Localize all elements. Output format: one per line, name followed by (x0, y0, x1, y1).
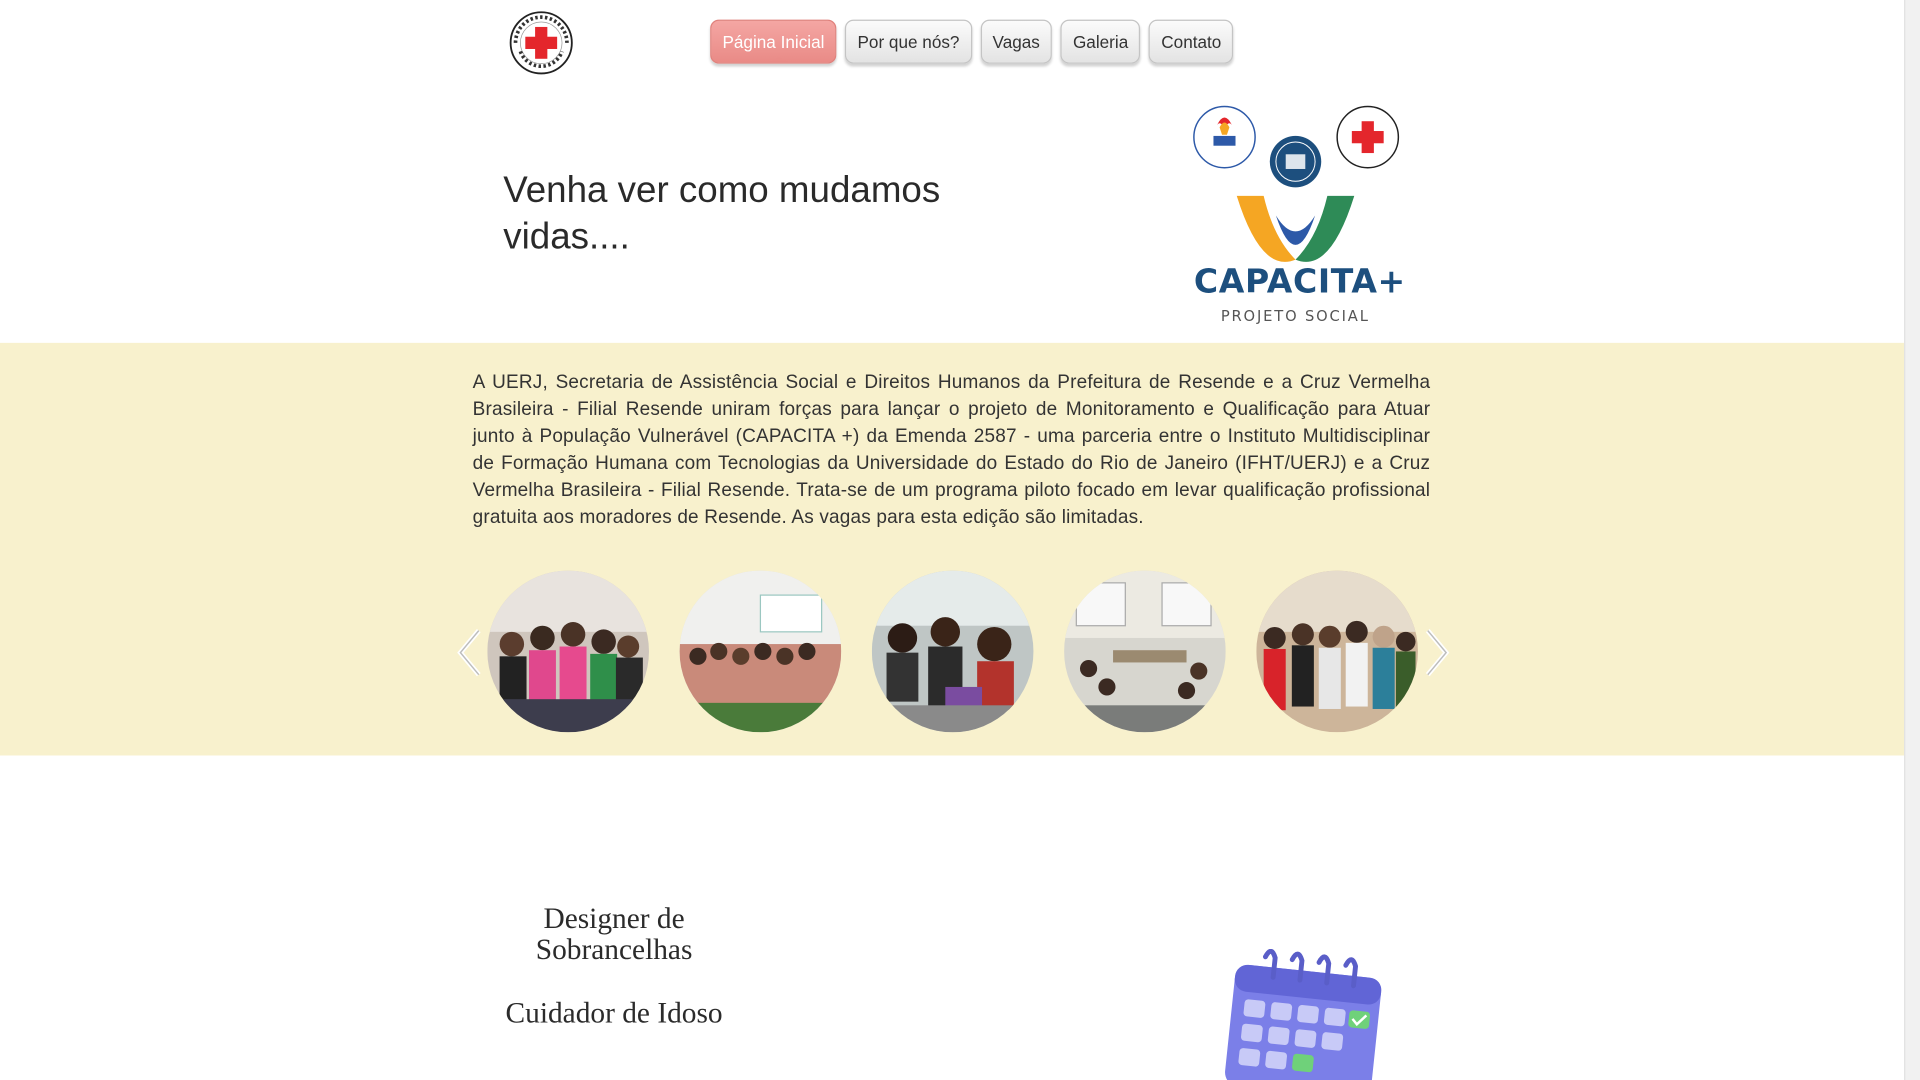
nav-vagas[interactable]: Vagas (980, 20, 1052, 64)
gallery-photo[interactable] (487, 571, 649, 733)
gallery-photo[interactable] (680, 571, 842, 733)
nav-galeria[interactable]: Galeria (1061, 20, 1141, 64)
resende-badge-icon (1270, 136, 1321, 187)
about-text: A UERJ, Secretaria de Assistência Social e Direitos Humanos da Prefeitura de Resende e a Cruz Vermelha Brasileira - Filial Resende uniram forças para lançar o projeto de Monitoramento e Qualificação para Atuar junto à População Vulnerável (CAPACITA +) da Emenda 2587 - uma parceria entre o Instituto Multidisciplinar de Formação Humana com Tecnologias da Universidade do Estado do Rio de Janeiro (IFHT/UERJ) e a Cruz Vermelha Brasileira - Filial Resende. Trata-se de um programa piloto focado em levar qualificação profissional gratuita aos moradores de Resende. As vagas para esta edição são limitadas. (472, 372, 1431, 528)
gallery-photo[interactable] (1064, 571, 1226, 733)
red-cross-logo[interactable] (508, 10, 574, 76)
gallery-next-arrow-icon[interactable] (1423, 627, 1452, 678)
uerj-badge-icon (1194, 107, 1255, 168)
hero-headline: Venha ver como mudamos vidas.... (503, 170, 941, 258)
course-cuidador-idoso: Cuidador de Idoso (505, 997, 723, 1030)
calendar-icon (1212, 949, 1396, 1080)
gallery-photo[interactable] (872, 571, 1034, 733)
capacita-subtitle: PROJETO SOCIAL (1220, 307, 1370, 325)
nav-pagina-inicial[interactable]: Página Inicial (710, 20, 836, 64)
capacita-title: CAPACITA+ (1193, 263, 1406, 302)
course-designer-sobrancelhas: Designer de Sobrancelhas (535, 903, 693, 967)
red-cross-badge-icon (1337, 107, 1398, 168)
people-figure-icon (1237, 196, 1355, 262)
page-scrollbar[interactable] (1904, 0, 1920, 1080)
gallery-photo[interactable] (1256, 571, 1418, 733)
nav-contato[interactable]: Contato (1149, 20, 1234, 64)
main-nav (710, 20, 1233, 64)
gallery-prev-arrow-icon[interactable] (454, 627, 483, 678)
nav-por-que-nos[interactable]: Por que nós? (845, 20, 971, 64)
